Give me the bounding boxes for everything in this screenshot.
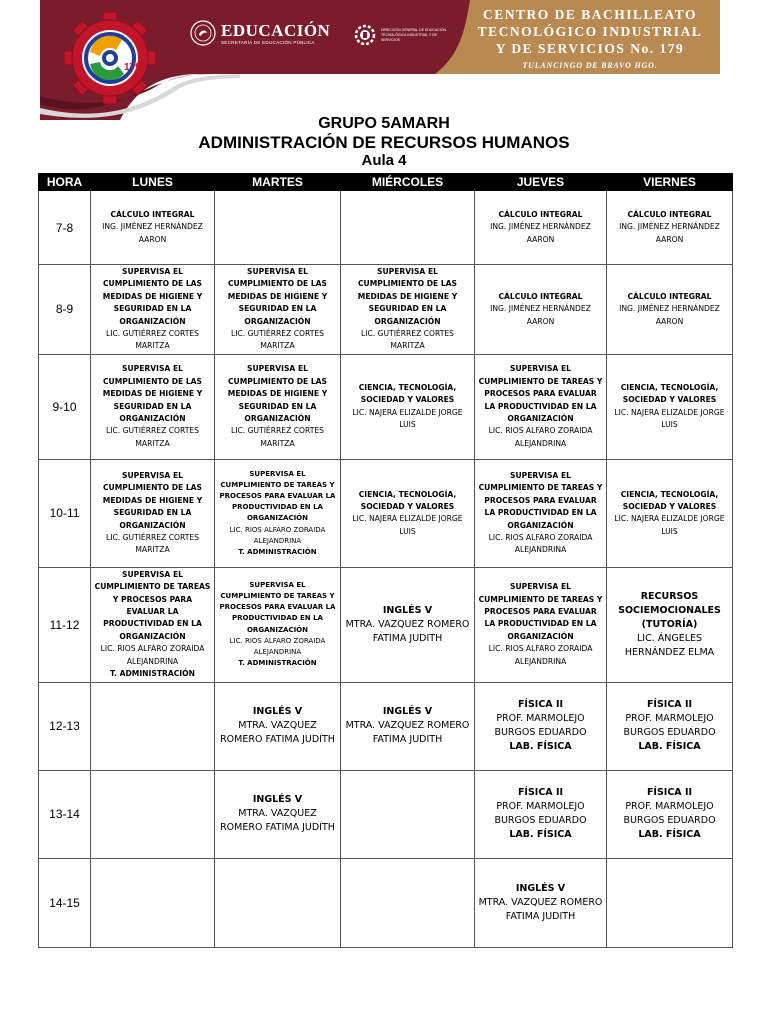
- schedule-titles: [0, 115, 768, 169]
- table-row: [39, 682, 733, 770]
- subject-name: SUPERVISA EL CUMPLIMIENTO DE LAS MEDIDAS DE HIGIENE Y SEGURIDAD EN LA ORGANIZACIÓN: [102, 267, 203, 326]
- subject-name: FÍSICA II: [646, 787, 693, 798]
- class-cell: [215, 770, 341, 858]
- column-header: HORA: [39, 174, 91, 191]
- teacher-name: MTRA. VAZQUEZ ROMERO FATIMA JUDITH: [478, 896, 603, 922]
- school-name: [460, 6, 720, 70]
- table-row: [39, 459, 733, 567]
- teacher-name: PROF. MARMOLEJO BURGOS EDUARDO: [623, 713, 716, 738]
- subject-name: SUPERVISA EL CUMPLIMIENTO DE LAS MEDIDAS DE HIGIENE Y SEGURIDAD EN LA ORGANIZACIÓN: [357, 267, 458, 326]
- sep-title: EDUCACIÓN: [221, 20, 331, 40]
- schedule-table: [38, 173, 733, 948]
- location-note: T. ADMINISTRACIÓN: [110, 669, 195, 679]
- school-city: TULANCINGO DE BRAVO HGO.: [522, 61, 658, 70]
- table-row: [39, 354, 733, 459]
- teacher-name: LIC. RIOS ALFARO ZORAIDA ALEJANDRINA: [100, 644, 205, 666]
- class-cell: [475, 682, 607, 770]
- class-cell: [341, 265, 475, 355]
- subject-name: CIENCIA, TECNOLOGÍA, SOCIEDAD Y VALORES: [620, 383, 719, 405]
- class-cell: [607, 354, 733, 459]
- hour-cell: 11-12: [39, 567, 91, 682]
- subject-name: INGLÉS V: [515, 882, 566, 894]
- class-cell: [341, 770, 475, 858]
- hour-cell: 9-10: [39, 354, 91, 459]
- column-header: VIERNES: [607, 174, 733, 191]
- subject-name: SUPERVISA EL CUMPLIMIENTO DE TAREAS Y PROCESOS PARA EVALUAR LA PRODUCTIVIDAD EN LA ORGANIZACIÓN: [219, 580, 336, 634]
- class-cell: [91, 770, 215, 858]
- class-cell: [475, 858, 607, 947]
- teacher-name: PROF. MARMOLEJO BURGOS EDUARDO: [494, 801, 587, 826]
- class-cell: [607, 191, 733, 265]
- subject-name: CÁLCULO INTEGRAL: [110, 209, 195, 219]
- class-cell: [91, 354, 215, 459]
- location-note: LAB. FÍSICA: [638, 829, 701, 840]
- column-header: MIÉRCOLES: [341, 174, 475, 191]
- class-cell: [341, 459, 475, 567]
- subject-name: CIENCIA, TECNOLOGÍA, SOCIEDAD Y VALORES: [358, 489, 457, 511]
- teacher-name: LIC. NAJERA ELIZALDE JORGE LUIS: [614, 407, 725, 430]
- class-cell: [91, 682, 215, 770]
- class-cell: [215, 354, 341, 459]
- class-cell: [475, 265, 607, 355]
- subject-name: SUPERVISA EL CUMPLIMIENTO DE TAREAS Y PROCESOS PARA EVALUAR LA PRODUCTIVIDAD EN LA ORGANIZACIÓN: [219, 469, 336, 523]
- class-cell: [91, 858, 215, 947]
- class-cell: [341, 567, 475, 682]
- subject-name: SUPERVISA EL CUMPLIMIENTO DE TAREAS Y PROCESOS PARA EVALUAR LA PRODUCTIVIDAD EN LA ORGANIZACIÓN: [478, 470, 603, 530]
- teacher-name: PROF. MARMOLEJO BURGOS EDUARDO: [494, 713, 587, 738]
- school-logo: [58, 8, 162, 106]
- dgeti-text: DIRECCIÓN GENERAL DE EDUCACIÓN TECNOLÓGICA INDUSTRIAL Y DE SERVICIOS: [381, 27, 447, 42]
- subject-name: SUPERVISA EL CUMPLIMIENTO DE TAREAS Y PROCESOS PARA EVALUAR LA PRODUCTIVIDAD EN LA ORGANIZACIÓN: [478, 364, 603, 424]
- teacher-name: ING. JIMÉNEZ HERNÁNDEZ AARON: [619, 304, 720, 326]
- class-cell: [91, 265, 215, 355]
- class-cell: [341, 858, 475, 947]
- subject-name: INGLÉS V: [382, 706, 433, 717]
- class-cell: [341, 354, 475, 459]
- logo-number: 179: [124, 62, 141, 73]
- class-cell: [607, 858, 733, 947]
- table-row: [39, 858, 733, 947]
- subject-name: CÁLCULO INTEGRAL: [627, 209, 712, 219]
- teacher-name: MTRA. VAZQUEZ ROMERO FATIMA JUDITH: [220, 720, 335, 745]
- class-cell: [475, 770, 607, 858]
- teacher-name: MTRA. VAZQUEZ ROMERO FATIMA JUDITH: [220, 808, 335, 833]
- teacher-name: LIC. NAJERA ELIZALDE JORGE LUIS: [614, 514, 725, 536]
- hour-cell: 10-11: [39, 459, 91, 567]
- teacher-name: LIC. ÁNGELES HERNÁNDEZ ELMA: [624, 632, 715, 658]
- class-cell: [341, 191, 475, 265]
- subject-name: INGLÉS V: [252, 794, 303, 805]
- class-cell: [215, 459, 341, 567]
- teacher-name: LIC. RIOS ALFARO ZORAIDA ALEJANDRINA: [229, 525, 326, 545]
- subject-name: SUPERVISA EL CUMPLIMIENTO DE LAS MEDIDAS DE HIGIENE Y SEGURIDAD EN LA ORGANIZACIÓN: [102, 470, 203, 530]
- class-cell: [341, 682, 475, 770]
- teacher-name: ING. JIMÉNEZ HERNÁNDEZ AARON: [490, 222, 591, 244]
- dgeti-gear-icon: [354, 24, 376, 46]
- class-cell: [91, 191, 215, 265]
- sep-logo: [190, 20, 330, 46]
- class-cell: [607, 459, 733, 567]
- column-header: LUNES: [91, 174, 215, 191]
- subject-name: CÁLCULO INTEGRAL: [627, 291, 712, 301]
- subject-name: SUPERVISA EL CUMPLIMIENTO DE TAREAS Y PROCESOS PARA EVALUAR LA PRODUCTIVIDAD EN LA ORGANIZACIÓN: [478, 582, 603, 641]
- subject-name: SUPERVISA EL CUMPLIMIENTO DE LAS MEDIDAS DE HIGIENE Y SEGURIDAD EN LA ORGANIZACIÓN: [227, 267, 328, 326]
- teacher-name: MTRA. VAZQUEZ ROMERO FATIMA JUDITH: [345, 618, 470, 644]
- table-body: [39, 191, 733, 948]
- subject-name: FÍSICA II: [646, 699, 693, 710]
- subject-name: SUPERVISA EL CUMPLIMIENTO DE LAS MEDIDAS DE HIGIENE Y SEGURIDAD EN LA ORGANIZACIÓN: [102, 364, 203, 424]
- school-name-line-1: CENTRO DE BACHILLEATO: [482, 7, 698, 22]
- hour-cell: 7-8: [39, 191, 91, 265]
- column-header: MARTES: [215, 174, 341, 191]
- class-cell: [215, 682, 341, 770]
- class-cell: [215, 858, 341, 947]
- class-cell: [607, 770, 733, 858]
- teacher-name: LIC. GUTIÉRREZ CORTES MARITZA: [106, 426, 199, 448]
- subject-name: CIENCIA, TECNOLOGÍA, SOCIEDAD Y VALORES: [358, 383, 457, 405]
- table-header-row: [39, 174, 733, 191]
- subject-name: CIENCIA, TECNOLOGÍA, SOCIEDAD Y VALORES: [620, 489, 719, 511]
- class-cell: [607, 682, 733, 770]
- teacher-name: LIC. RIOS ALFARO ZORAIDA ALEJANDRINA: [229, 636, 326, 657]
- room-title: Aula 4: [361, 152, 407, 169]
- class-cell: [215, 191, 341, 265]
- class-cell: [91, 567, 215, 682]
- dgeti-logo: [354, 24, 451, 46]
- class-cell: [91, 459, 215, 567]
- table-row: [39, 770, 733, 858]
- subject-name: INGLÉS V: [252, 706, 303, 717]
- school-name-line-2: TECNOLÓGICO INDUSTRIAL: [477, 24, 703, 39]
- hour-cell: 12-13: [39, 682, 91, 770]
- subject-name: CÁLCULO INTEGRAL: [498, 291, 583, 301]
- hour-cell: 14-15: [39, 858, 91, 947]
- hour-cell: 8-9: [39, 265, 91, 355]
- location-note: T. ADMINISTRACIÓN: [238, 659, 317, 668]
- class-cell: [475, 459, 607, 567]
- subject-name: INGLÉS V: [382, 604, 433, 616]
- teacher-name: ING. JIMÉNEZ HERNÁNDEZ AARON: [619, 222, 720, 244]
- class-cell: [215, 265, 341, 355]
- teacher-name: LIC. NAJERA ELIZALDE JORGE LUIS: [352, 514, 463, 536]
- teacher-name: PROF. MARMOLEJO BURGOS EDUARDO: [623, 801, 716, 826]
- class-cell: [475, 567, 607, 682]
- subject-name: SUPERVISA EL CUMPLIMIENTO DE TAREAS Y PROCESOS PARA EVALUAR LA PRODUCTIVIDAD EN LA ORGANIZACIÓN: [94, 569, 211, 641]
- teacher-name: LIC. RIOS ALFARO ZORAIDA ALEJANDRINA: [488, 426, 593, 448]
- group-title: GRUPO 5AMARH: [318, 115, 450, 132]
- mexico-seal-icon: [190, 20, 216, 46]
- column-header: JUEVES: [475, 174, 607, 191]
- teacher-name: LIC. RIOS ALFARO ZORAIDA ALEJANDRINA: [488, 532, 593, 555]
- sep-subtitle: SECRETARÍA DE EDUCACIÓN PÚBLICA: [221, 39, 315, 45]
- hour-cell: 13-14: [39, 770, 91, 858]
- class-cell: [475, 354, 607, 459]
- subject-name: SUPERVISA EL CUMPLIMIENTO DE LAS MEDIDAS DE HIGIENE Y SEGURIDAD EN LA ORGANIZACIÓN: [227, 364, 328, 424]
- table-row: [39, 191, 733, 265]
- class-cell: [607, 265, 733, 355]
- teacher-name: LIC. GUTIÉRREZ CORTES MARITZA: [231, 426, 324, 448]
- location-note: T. ADMINISTRACIÓN: [238, 547, 317, 556]
- class-cell: [215, 567, 341, 682]
- teacher-name: LIC. GUTIÉRREZ CORTES MARITZA: [106, 532, 199, 555]
- teacher-name: LIC. GUTIÉRREZ CORTES MARITZA: [361, 329, 454, 351]
- class-cell: [607, 567, 733, 682]
- table-row: [39, 265, 733, 355]
- table-row: [39, 567, 733, 682]
- teacher-name: LIC. NAJERA ELIZALDE JORGE LUIS: [352, 407, 463, 430]
- subject-name: FÍSICA II: [517, 787, 564, 798]
- location-note: LAB. FÍSICA: [509, 741, 572, 752]
- teacher-name: ING. JIMÉNEZ HERNÁNDEZ AARON: [102, 222, 203, 244]
- teacher-name: LIC. GUTIÉRREZ CORTES MARITZA: [231, 329, 324, 351]
- subject-name: CÁLCULO INTEGRAL: [498, 209, 583, 219]
- location-note: LAB. FÍSICA: [638, 741, 701, 752]
- subject-name: RECURSOS SOCIEMOCIONALES (TUTORÍA): [618, 590, 721, 630]
- header-banner: [40, 0, 720, 120]
- subject-name: FÍSICA II: [517, 699, 564, 710]
- teacher-name: LIC. RIOS ALFARO ZORAIDA ALEJANDRINA: [488, 644, 593, 666]
- career-title: ADMINISTRACIÓN DE RECURSOS HUMANOS: [198, 133, 570, 152]
- class-cell: [475, 191, 607, 265]
- teacher-name: ING. JIMÉNEZ HERNÁNDEZ AARON: [490, 304, 591, 326]
- location-note: LAB. FÍSICA: [509, 829, 572, 840]
- school-name-line-3: Y DE SERVICIOS No. 179: [495, 41, 685, 56]
- teacher-name: MTRA. VAZQUEZ ROMERO FATIMA JUDITH: [345, 720, 470, 745]
- teacher-name: LIC. GUTIÉRREZ CORTES MARITZA: [106, 329, 199, 351]
